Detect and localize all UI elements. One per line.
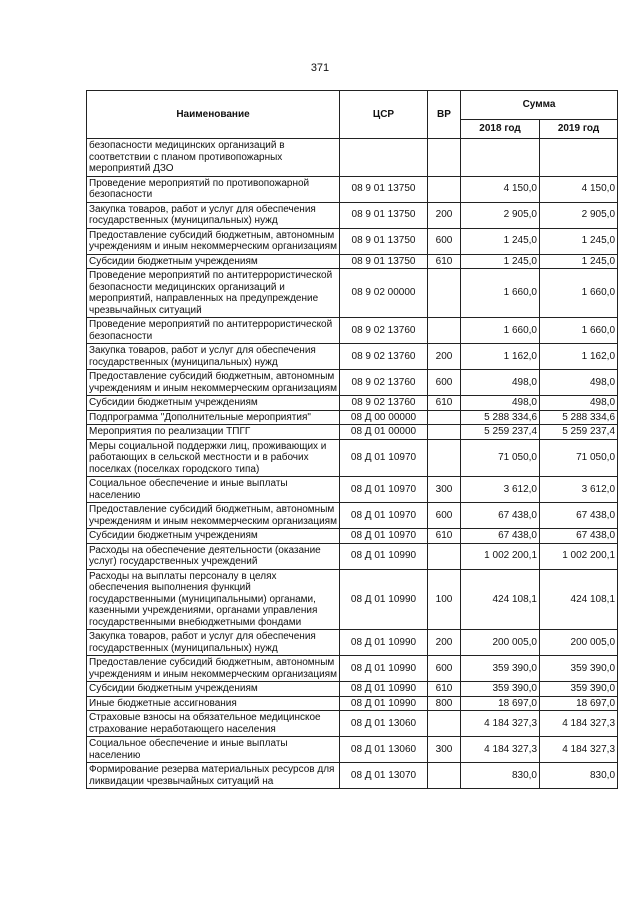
row-csr: 08 Д 01 10970: [340, 503, 428, 529]
row-vr: 600: [428, 370, 461, 396]
row-vr: [428, 269, 461, 318]
row-sum-2018: [461, 139, 540, 177]
row-sum-2018: 359 390,0: [461, 682, 540, 697]
row-csr: 08 Д 01 10990: [340, 696, 428, 711]
row-sum-2019: 1 660,0: [540, 318, 618, 344]
row-sum-2018: 5 288 334,6: [461, 410, 540, 425]
row-name: Расходы на обеспечение деятельности (оказание услуг) государственных учреждений: [87, 543, 340, 569]
table-row: [87, 202, 618, 228]
row-name: Предоставление субсидий бюджетным, автономным учреждениям и иным некоммерческим организациям: [87, 503, 340, 529]
row-vr: [428, 763, 461, 789]
row-name: Подпрограмма "Дополнительные мероприятия": [87, 410, 340, 425]
table-row: [87, 630, 618, 656]
row-sum-2019: 4 150,0: [540, 176, 618, 202]
row-sum-2019: 1 660,0: [540, 269, 618, 318]
row-csr: [340, 139, 428, 177]
row-name: Расходы на выплаты персоналу в целях обеспечения выполнения функций государственными (муниципальными) органами, казенными учреждениями, органами управления государственными внебюджетными фондами: [87, 569, 340, 630]
row-csr: 08 9 02 13760: [340, 396, 428, 411]
row-csr: 08 Д 01 10970: [340, 529, 428, 544]
row-sum-2018: 1 245,0: [461, 228, 540, 254]
row-csr: 08 Д 01 13060: [340, 711, 428, 737]
row-sum-2018: 4 150,0: [461, 176, 540, 202]
row-sum-2018: 3 612,0: [461, 477, 540, 503]
row-vr: [428, 139, 461, 177]
table-row: [87, 425, 618, 440]
table-row: [87, 682, 618, 697]
table-row: [87, 396, 618, 411]
row-csr: 08 Д 01 10970: [340, 477, 428, 503]
row-sum-2019: 67 438,0: [540, 503, 618, 529]
row-sum-2019: 830,0: [540, 763, 618, 789]
row-csr: 08 9 01 13750: [340, 254, 428, 269]
row-sum-2018: 4 184 327,3: [461, 711, 540, 737]
row-name: Проведение мероприятий по противопожарной безопасности: [87, 176, 340, 202]
row-csr: 08 Д 00 00000: [340, 410, 428, 425]
row-csr: 08 Д 01 13070: [340, 763, 428, 789]
table-row: [87, 228, 618, 254]
row-name: Закупка товаров, работ и услуг для обеспечения государственных (муниципальных) нужд: [87, 630, 340, 656]
row-sum-2018: 498,0: [461, 370, 540, 396]
row-sum-2019: 1 162,0: [540, 344, 618, 370]
row-sum-2018: 1 660,0: [461, 269, 540, 318]
row-vr: 610: [428, 682, 461, 697]
table-row: [87, 269, 618, 318]
row-name: Субсидии бюджетным учреждениям: [87, 396, 340, 411]
table-row: [87, 410, 618, 425]
row-sum-2018: 2 905,0: [461, 202, 540, 228]
row-vr: [428, 711, 461, 737]
table-header: [87, 91, 618, 139]
row-sum-2019: 359 390,0: [540, 682, 618, 697]
row-name: Иные бюджетные ассигнования: [87, 696, 340, 711]
row-sum-2018: 1 245,0: [461, 254, 540, 269]
row-name: Закупка товаров, работ и услуг для обеспечения государственных (муниципальных) нужд: [87, 344, 340, 370]
row-csr: 08 Д 01 10990: [340, 682, 428, 697]
row-sum-2019: 1 245,0: [540, 254, 618, 269]
row-vr: 300: [428, 737, 461, 763]
row-vr: 600: [428, 656, 461, 682]
row-vr: 200: [428, 202, 461, 228]
table-row: [87, 503, 618, 529]
row-vr: 610: [428, 396, 461, 411]
row-csr: 08 9 02 00000: [340, 269, 428, 318]
row-sum-2019: 18 697,0: [540, 696, 618, 711]
row-name: безопасности медицинских организаций в соответствии с планом противопожарных мероприятий ДЗО: [87, 139, 340, 177]
table-row: [87, 696, 618, 711]
row-sum-2018: 5 259 237,4: [461, 425, 540, 440]
row-sum-2019: 424 108,1: [540, 569, 618, 630]
table-row: [87, 370, 618, 396]
row-name: Проведение мероприятий по антитеррористической безопасности медицинских организаций и мероприятий, направленных на предупреждение чрезвычайных ситуаций: [87, 269, 340, 318]
header-sum: Сумма: [461, 91, 618, 120]
row-csr: 08 9 02 13760: [340, 344, 428, 370]
budget-table: [86, 90, 618, 789]
row-vr: [428, 425, 461, 440]
table-row: [87, 543, 618, 569]
header-name: Наименование: [87, 91, 340, 139]
row-name: Мероприятия по реализации ТПГГ: [87, 425, 340, 440]
row-sum-2019: 200 005,0: [540, 630, 618, 656]
row-csr: 08 9 02 13760: [340, 370, 428, 396]
row-csr: 08 9 01 13750: [340, 228, 428, 254]
row-vr: [428, 410, 461, 425]
header-vr: ВР: [428, 91, 461, 139]
row-vr: 610: [428, 529, 461, 544]
row-sum-2019: 3 612,0: [540, 477, 618, 503]
table-row: [87, 254, 618, 269]
row-vr: [428, 439, 461, 477]
row-sum-2018: 498,0: [461, 396, 540, 411]
row-sum-2018: 71 050,0: [461, 439, 540, 477]
row-sum-2018: 200 005,0: [461, 630, 540, 656]
row-csr: 08 Д 01 10990: [340, 569, 428, 630]
row-vr: [428, 318, 461, 344]
row-vr: 610: [428, 254, 461, 269]
row-csr: 08 9 02 13760: [340, 318, 428, 344]
table-row: [87, 176, 618, 202]
row-sum-2019: 67 438,0: [540, 529, 618, 544]
row-sum-2018: 359 390,0: [461, 656, 540, 682]
row-vr: 200: [428, 630, 461, 656]
row-name: Социальное обеспечение и иные выплаты населению: [87, 477, 340, 503]
row-name: Проведение мероприятий по антитеррористической безопасности: [87, 318, 340, 344]
row-sum-2018: 67 438,0: [461, 529, 540, 544]
row-sum-2019: 2 905,0: [540, 202, 618, 228]
row-sum-2019: 498,0: [540, 396, 618, 411]
table-row: [87, 139, 618, 177]
row-sum-2018: 67 438,0: [461, 503, 540, 529]
row-name: Закупка товаров, работ и услуг для обеспечения государственных (муниципальных) нужд: [87, 202, 340, 228]
table-row: [87, 439, 618, 477]
table-row: [87, 318, 618, 344]
row-sum-2018: 4 184 327,3: [461, 737, 540, 763]
row-sum-2019: [540, 139, 618, 177]
row-sum-2019: 359 390,0: [540, 656, 618, 682]
row-sum-2019: 1 245,0: [540, 228, 618, 254]
row-vr: 200: [428, 344, 461, 370]
table-row: [87, 737, 618, 763]
row-name: Меры социальной поддержки лиц, проживающих и работающих в сельской местности и в рабочих поселках (поселках городского типа): [87, 439, 340, 477]
table-row: [87, 477, 618, 503]
row-sum-2019: 71 050,0: [540, 439, 618, 477]
row-vr: 800: [428, 696, 461, 711]
row-sum-2019: 1 002 200,1: [540, 543, 618, 569]
row-sum-2019: 4 184 327,3: [540, 737, 618, 763]
table-row: [87, 529, 618, 544]
table-row: [87, 711, 618, 737]
row-sum-2019: 4 184 327,3: [540, 711, 618, 737]
row-name: Страховые взносы на обязательное медицинское страхование неработающего населения: [87, 711, 340, 737]
row-csr: 08 9 01 13750: [340, 176, 428, 202]
row-csr: 08 Д 01 00000: [340, 425, 428, 440]
row-sum-2018: 1 162,0: [461, 344, 540, 370]
row-vr: [428, 176, 461, 202]
row-name: Предоставление субсидий бюджетным, автономным учреждениям и иным некоммерческим организациям: [87, 228, 340, 254]
row-csr: 08 Д 01 10990: [340, 543, 428, 569]
row-name: Формирование резерва материальных ресурсов для ликвидации чрезвычайных ситуаций на: [87, 763, 340, 789]
row-sum-2018: 18 697,0: [461, 696, 540, 711]
header-year-2019: 2019 год: [540, 120, 618, 139]
row-name: Предоставление субсидий бюджетным, автономным учреждениям и иным некоммерческим организациям: [87, 656, 340, 682]
row-name: Субсидии бюджетным учреждениям: [87, 682, 340, 697]
table-body: [87, 139, 618, 789]
row-vr: 600: [428, 503, 461, 529]
row-sum-2019: 5 288 334,6: [540, 410, 618, 425]
row-sum-2018: 1 660,0: [461, 318, 540, 344]
row-name: Предоставление субсидий бюджетным, автономным учреждениям и иным некоммерческим организациям: [87, 370, 340, 396]
row-sum-2018: 424 108,1: [461, 569, 540, 630]
row-sum-2019: 498,0: [540, 370, 618, 396]
table-row: [87, 656, 618, 682]
row-csr: 08 Д 01 13060: [340, 737, 428, 763]
table-row: [87, 763, 618, 789]
header-year-2018: 2018 год: [461, 120, 540, 139]
header-csr: ЦСР: [340, 91, 428, 139]
row-csr: 08 9 01 13750: [340, 202, 428, 228]
row-csr: 08 Д 01 10990: [340, 630, 428, 656]
table-row: [87, 569, 618, 630]
row-vr: 300: [428, 477, 461, 503]
row-vr: [428, 543, 461, 569]
row-sum-2018: 1 002 200,1: [461, 543, 540, 569]
page-number: 371: [310, 62, 330, 74]
row-sum-2019: 5 259 237,4: [540, 425, 618, 440]
row-csr: 08 Д 01 10970: [340, 439, 428, 477]
row-csr: 08 Д 01 10990: [340, 656, 428, 682]
row-name: Субсидии бюджетным учреждениям: [87, 254, 340, 269]
row-name: Социальное обеспечение и иные выплаты населению: [87, 737, 340, 763]
row-vr: 600: [428, 228, 461, 254]
row-sum-2018: 830,0: [461, 763, 540, 789]
row-vr: 100: [428, 569, 461, 630]
row-name: Субсидии бюджетным учреждениям: [87, 529, 340, 544]
table-row: [87, 344, 618, 370]
